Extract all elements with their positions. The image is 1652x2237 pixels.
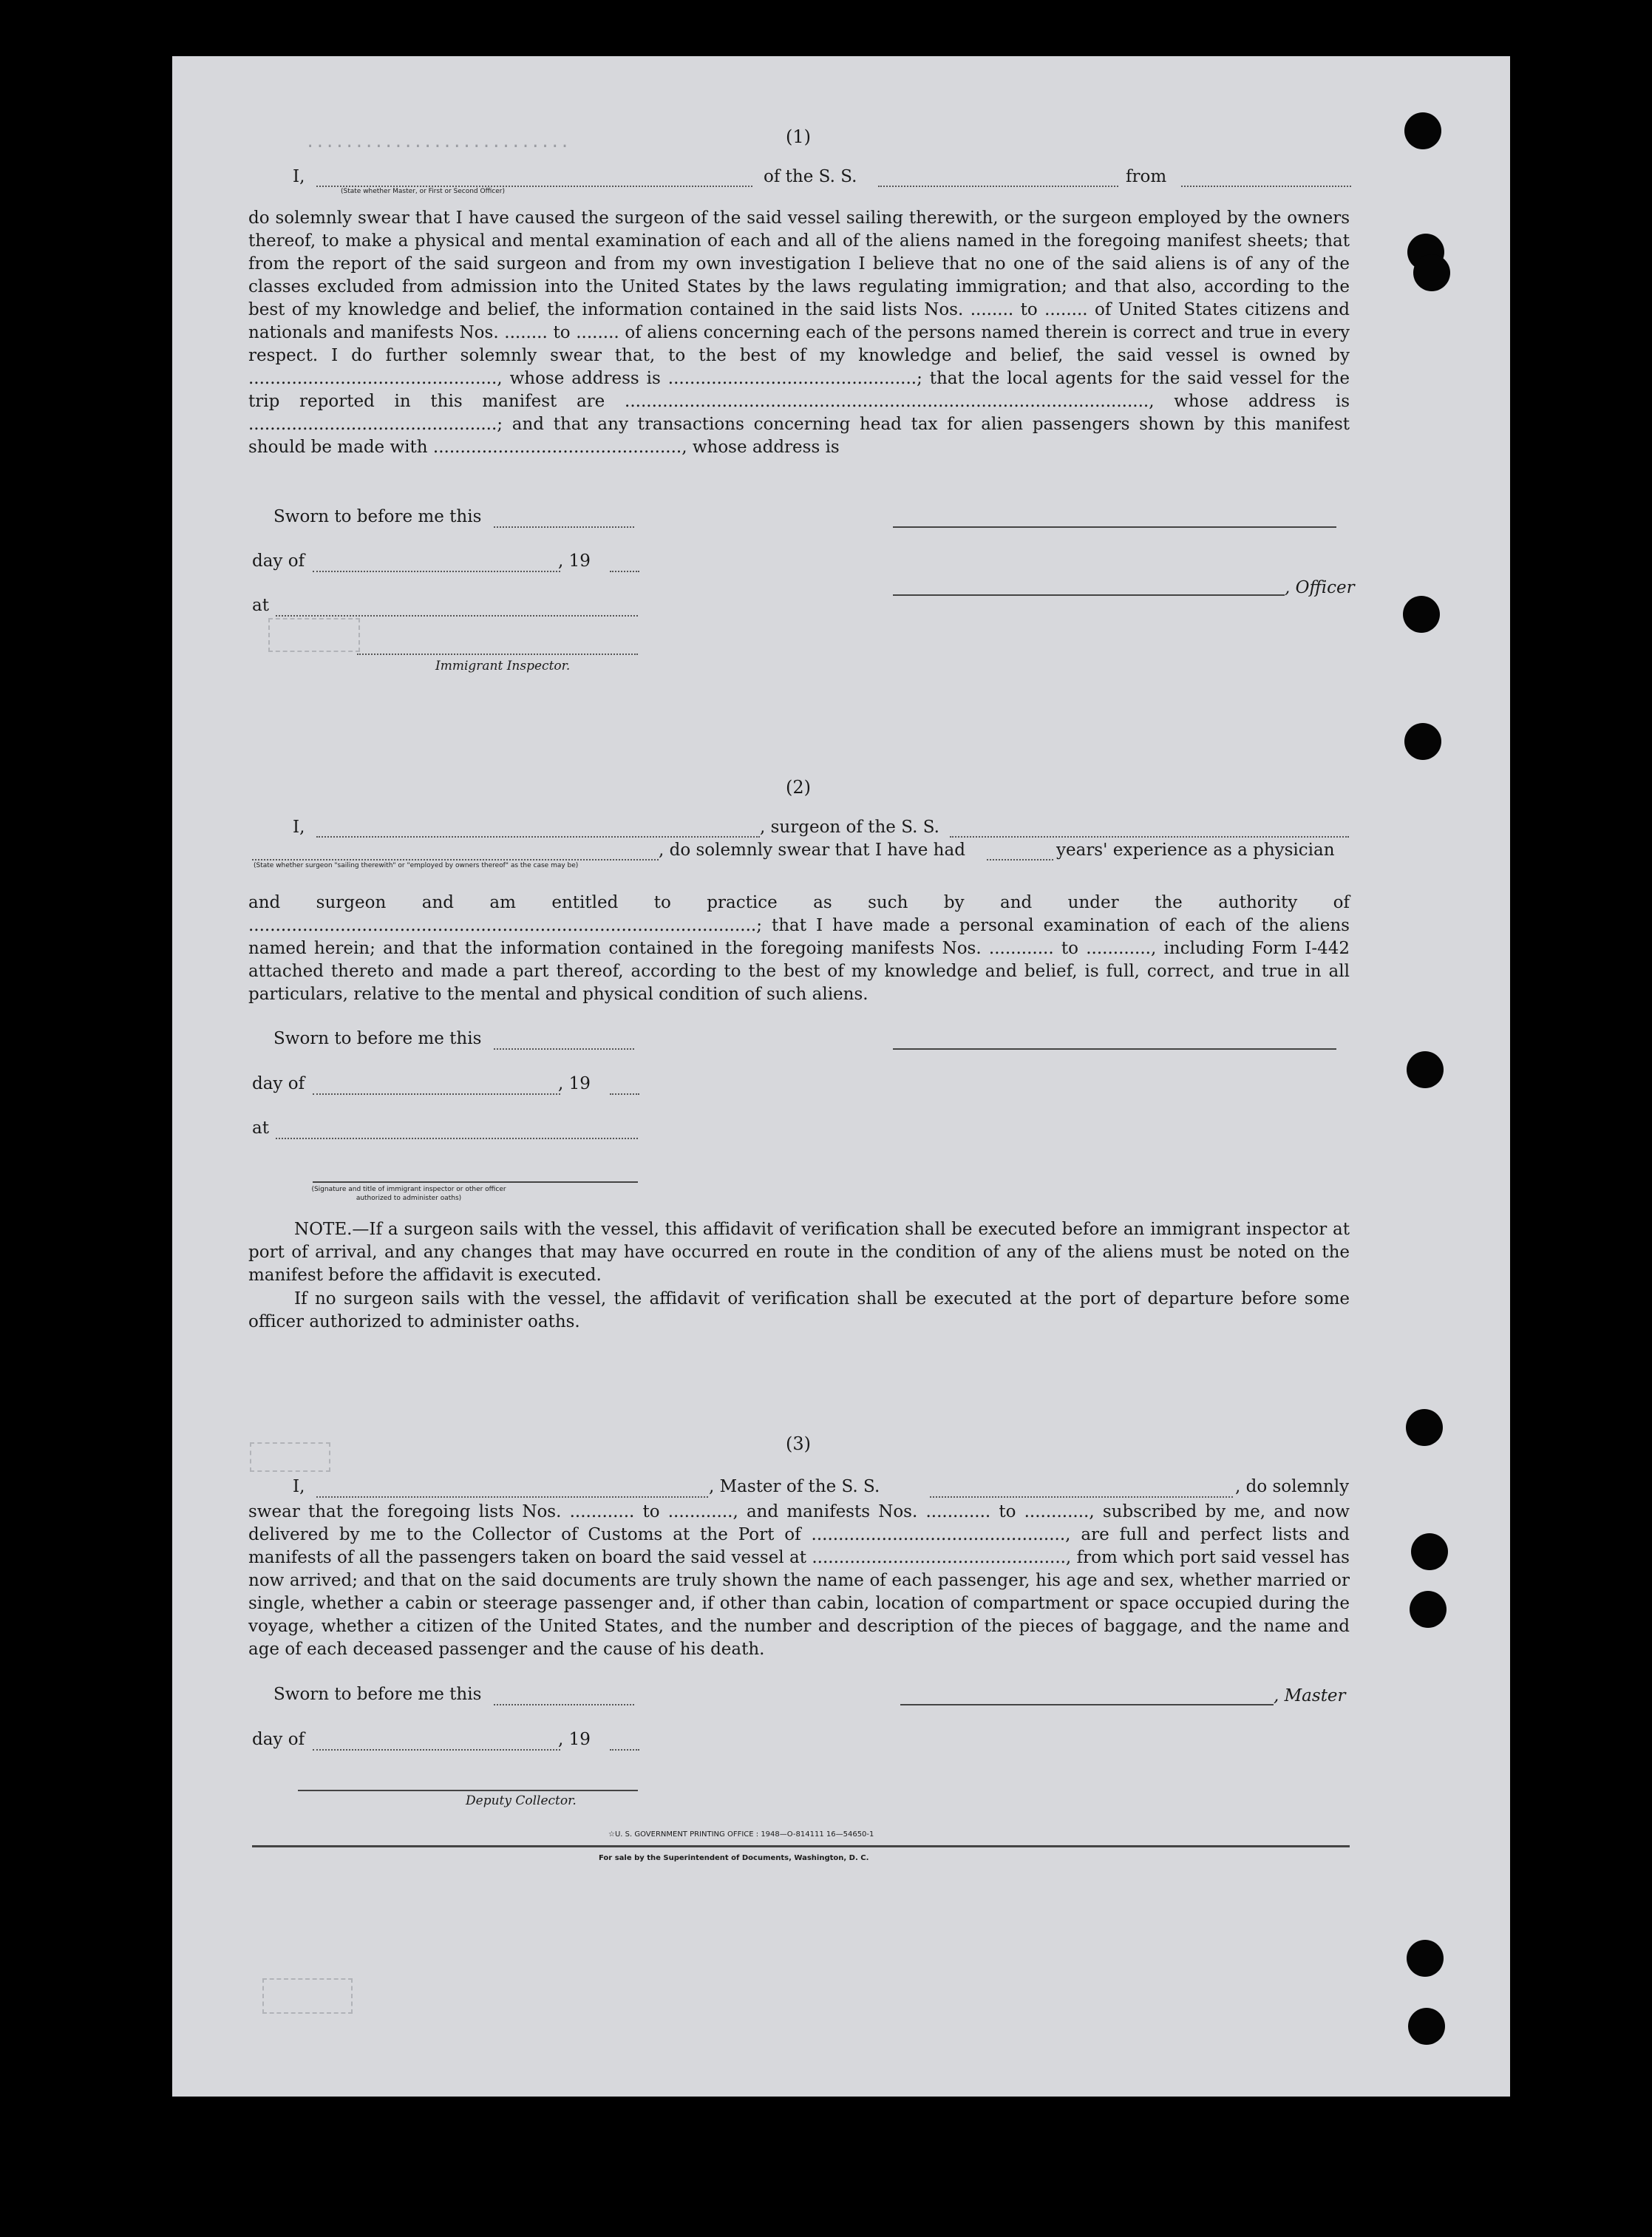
s2-year-field[interactable] <box>610 1093 639 1095</box>
s3-label-master: , Master of the S. S. <box>709 1477 880 1496</box>
s2-label-I: I, <box>293 818 305 837</box>
s2-dayof-label: day of <box>252 1074 305 1093</box>
manifest-verification-sheet <box>172 56 1510 2097</box>
label-from: from <box>1126 167 1167 186</box>
s1-year-field[interactable] <box>610 571 639 572</box>
s1-sworn-day-field[interactable] <box>494 526 634 528</box>
section2-oath-text: and surgeon and am entitled to practice as such by and under the authority of ..............................................................................................; that I have made a personal examination of each of the aliens named herein; and that the information contained in the foregoing manifests Nos. ............ to ............, including Form I-442 attached thereto and made a part thereof, according to the best of my knowledge and belief, is full, correct, and true in all particulars, relative to the mental and physical condition of such aliens. <box>248 893 1350 1004</box>
sale-note: For sale by the Superintendent of Documents, Washington, D. C. <box>599 1854 869 1862</box>
s2-sig-note: (Signature and title of immigrant inspector or other officer authorized to administer oaths) <box>311 1186 506 1202</box>
s1-at-field[interactable] <box>276 615 638 617</box>
officer-note: (State whether Master, or First or Second Officer) <box>341 188 505 195</box>
s2-note-2: If no surgeon sails with the vessel, the affidavit of verification shall be executed at the port of departure before some officer authorized to administer oaths. <box>248 1289 1350 1331</box>
faint-stamp <box>250 1442 330 1472</box>
binder-hole <box>1408 2008 1445 2045</box>
s3-label-I: I, <box>293 1477 305 1496</box>
faint-stamp <box>262 1978 353 2014</box>
field-from-port[interactable] <box>1181 186 1351 187</box>
binder-hole <box>1413 254 1450 291</box>
s2-vessel-field[interactable] <box>950 836 1349 838</box>
s2-year-label: , 19 <box>558 1074 591 1093</box>
binder-hole <box>1406 1409 1443 1446</box>
binder-hole <box>1410 1591 1447 1628</box>
s2-years-field[interactable] <box>987 859 1053 860</box>
s2-surgeon-name-field[interactable] <box>316 836 760 838</box>
s2-status-note: (State whether surgeon "sailing therewith" or "employed by owners thereof" as the case may be) <box>254 862 579 869</box>
section2-number: (2) <box>786 777 811 798</box>
s2-at-field[interactable] <box>276 1138 638 1139</box>
s2-sworn-label: Sworn to before me this <box>273 1029 482 1048</box>
s2-at-label: at <box>252 1118 269 1138</box>
s3-year-field[interactable] <box>610 1749 639 1751</box>
s2-note-1: NOTE.—If a surgeon sails with the vessel, this affidavit of verification shall be executed before an immigrant inspector at port of arrival, and any changes that may have occurred en route in the condition of any of the aliens must be noted on the manifest before the affidavit is executed. <box>248 1220 1350 1285</box>
label-of-ss: of the S. S. <box>764 167 857 186</box>
section1-number: (1) <box>786 126 811 147</box>
s2-sworn-day-field[interactable] <box>494 1048 634 1050</box>
s1-at-label: at <box>252 596 269 615</box>
s3-month-field[interactable] <box>313 1749 560 1751</box>
binder-hole <box>1404 723 1441 760</box>
section3-number: (3) <box>786 1433 811 1454</box>
field-officer-name[interactable] <box>316 186 752 187</box>
bleed-through-text: ··························· <box>305 138 570 156</box>
binder-hole <box>1411 1533 1448 1570</box>
s2-label-years: years' experience as a physician <box>1056 841 1335 860</box>
binder-hole <box>1404 112 1441 149</box>
s3-collector-sig-line[interactable] <box>298 1790 638 1791</box>
s2-label-surgeon: , surgeon of the S. S. <box>760 818 939 837</box>
s3-master-label: , Master <box>1274 1686 1346 1705</box>
s2-status-field[interactable] <box>252 859 659 860</box>
s1-officer-line[interactable] <box>893 594 1285 596</box>
s3-year-label: , 19 <box>558 1730 591 1749</box>
s3-vessel-field[interactable] <box>930 1496 1233 1498</box>
s1-dayof-label: day of <box>252 551 305 571</box>
s3-sworn-label: Sworn to before me this <box>273 1685 482 1704</box>
faint-stamp <box>268 618 360 652</box>
s1-month-field[interactable] <box>313 571 560 572</box>
section1-oath-line <box>293 167 305 186</box>
s2-label-swear: , do solemnly swear that I have had <box>659 841 965 860</box>
field-vessel-name[interactable] <box>878 186 1118 187</box>
section3-oath-text: swear that the foregoing lists Nos. ............ to ............, and manifests Nos. ............ to ............, subscribed by me, and now delivered by me to the Collector of Customs at the Port of ..............................................., are full and perfect lists and manifests of all the passengers taken on board the said vessel at ..............................................., from which port said vessel has now arrived; and that on the said documents are truly shown the name of each passenger, his age and sex, whether married or single, whether a cabin or steerage passenger and, if other than cabin, location of compartment or space occupied during the voyage, whether a citizen of the United States, and the number and description of the pieces of baggage, and the name and age of each deceased passenger and the cause of his death. <box>248 1502 1350 1659</box>
s1-inspector-label: Immigrant Inspector. <box>435 659 571 673</box>
s2-inspector-sig-line[interactable] <box>313 1181 638 1183</box>
footer-rule <box>252 1845 1350 1847</box>
s3-label-swear: , do solemnly <box>1235 1477 1350 1496</box>
s1-year-label: , 19 <box>558 551 591 571</box>
s3-master-sig-line[interactable] <box>900 1704 1274 1705</box>
s3-collector-label: Deputy Collector. <box>466 1793 577 1808</box>
binder-hole <box>1403 596 1440 633</box>
binder-hole <box>1407 1051 1444 1088</box>
binder-hole <box>1407 1940 1444 1977</box>
gpo-imprint: ☆U. S. GOVERNMENT PRINTING OFFICE : 1948—O-814111 16—54650-1 <box>608 1830 874 1839</box>
s3-sworn-day-field[interactable] <box>494 1704 634 1705</box>
section1-oath-text: do solemnly swear that I have caused the surgeon of the said vessel sailing therewith, or the surgeon employed by the owners thereof, to make a physical and mental examination of each and all of the aliens named in the foregoing manifest sheets; that from the report of the said surgeon and from my own investigation I believe that no one of the said aliens is of any of the classes excluded from admission into the United States by the laws regulating immigration; and that also, according to the best of my knowledge and belief, the information contained in the said lists Nos. ........ to ........ of United States citizens and nationals and manifests Nos. ........ to ........ of aliens concerning each of the persons named therein is correct and true in every respect. I do further solemnly swear that, to the best of my knowledge and belief, the said vessel is owned by .............................................., whose address is ..............................................; that the local agents for the said vessel for the trip reported in this manifest are ................................................................................................., whose address is ..............................................; and that any transactions concerning head tax for alien passengers shown by this manifest should be made with .............................................., whose address is <box>248 208 1350 457</box>
label-I: I, <box>293 167 305 186</box>
s1-officer-label: , Officer <box>1285 578 1355 597</box>
s3-master-name-field[interactable] <box>316 1496 708 1498</box>
s2-signature-line[interactable] <box>893 1048 1336 1050</box>
s1-sworn-label: Sworn to before me this <box>273 507 482 526</box>
s2-month-field[interactable] <box>313 1093 560 1095</box>
s3-dayof-label: day of <box>252 1730 305 1749</box>
s1-signature-line[interactable] <box>893 526 1336 528</box>
s1-inspector-line[interactable] <box>357 654 638 655</box>
